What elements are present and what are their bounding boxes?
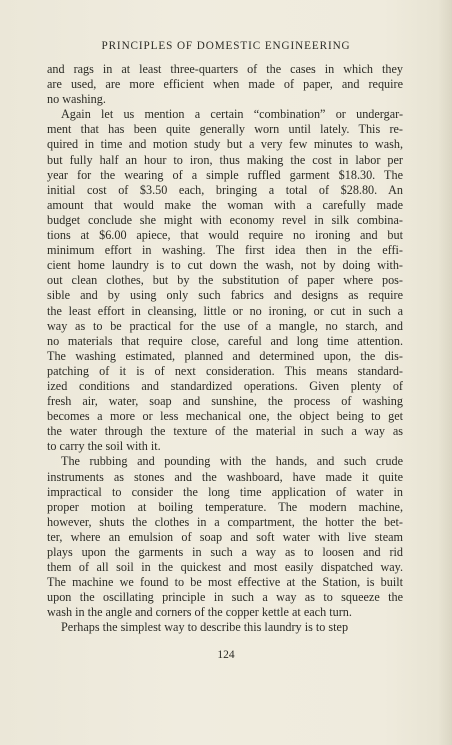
running-head: PRINCIPLES OF DOMESTIC ENGINEERING <box>101 40 351 52</box>
text-line: ter, where an emulsion of soap and soft water with live steam <box>47 529 403 544</box>
text-line: The washing estimated, planned and determined upon, the dis- <box>47 348 403 363</box>
text-line: the water through the texture of the material in such a way as <box>47 424 403 439</box>
text-line: Perhaps the simplest way to describe this laundry is to step <box>61 620 349 635</box>
text-line: initial cost of $3.50 each, bringing a total of $28.80. An <box>47 182 403 197</box>
text-line: upon the oscillating principle in such a way as to squeeze the <box>47 590 403 605</box>
page-number: 124 <box>217 649 235 661</box>
text-line: way as to be practical for the use of a mangle, no starch, and <box>47 318 403 333</box>
text-line: however, shuts the clothes in a compartment, the hotter the bet- <box>47 514 403 529</box>
text-line: out clean clothes, but by the substitution of paper where pos- <box>47 273 403 288</box>
text-line: amount that would make the woman with a carefully made <box>47 197 403 212</box>
text-line: Again let us mention a certain “combination” or undergar- <box>61 107 403 122</box>
text-line: minimum effort in washing. The first idea then in the effi- <box>47 243 403 258</box>
text-line: the least effort in cleansing, little or no ironing, or cut in such a <box>47 303 403 318</box>
text-line: cient home laundry is to cut down the wash, not by doing with- <box>47 258 403 273</box>
body-text <box>47 62 403 636</box>
text-line: and rags in at least three-quarters of the cases in which they <box>47 62 403 76</box>
text-line: to carry the soil with it. <box>47 439 161 454</box>
text-line: The rubbing and pounding with the hands, and such crude <box>61 454 403 469</box>
text-line: quired in time and motion study but a very few minutes to wash, <box>47 137 403 152</box>
page-edge-shadow <box>438 0 452 745</box>
text-line: fresh air, water, soap and sunshine, the process of washing <box>47 394 403 409</box>
text-line: The machine we found to be most effective at the Station, is built <box>47 575 403 590</box>
text-line: impractical to consider the long time application of water in <box>47 484 403 499</box>
text-line: but fully half an hour to iron, thus making the cost in labor per <box>47 152 403 167</box>
text-line: budget conclude she might with economy revel in silk combina- <box>47 212 403 227</box>
text-line: sible and by using only such fabrics and designs as require <box>47 288 403 303</box>
text-line: ized conditions and standardized operations. Given plenty of <box>47 378 403 393</box>
text-line: instruments as stones and the washboard, have made it quite <box>47 469 403 484</box>
text-line: tions at $6.00 apiece, that would require no ironing and but <box>47 228 403 243</box>
text-line: becomes a more or less mechanical one, the object being to get <box>47 409 403 424</box>
text-line: ment that has been quite generally worn until lately. This re- <box>47 122 403 137</box>
text-line: are used, are more efficient when made of paper, and require <box>47 77 403 92</box>
text-line: no materials that require close, careful and long time attention. <box>47 333 403 348</box>
text-line: proper motion at boiling temperature. The modern machine, <box>47 499 403 514</box>
text-line: them of all soil in the quickest and most easily dispatched way. <box>47 560 403 575</box>
text-line: patching of it is of next consideration. This means standard- <box>47 363 403 378</box>
text-line: plays upon the garments in such a way as to loosen and rid <box>47 545 403 559</box>
text-line: no washing. <box>47 92 106 107</box>
text-line: wash in the angle and corners of the copper kettle at each turn. <box>47 605 352 620</box>
text-line: year for the wearing of a simple ruffled garment $18.30. The <box>47 167 403 182</box>
